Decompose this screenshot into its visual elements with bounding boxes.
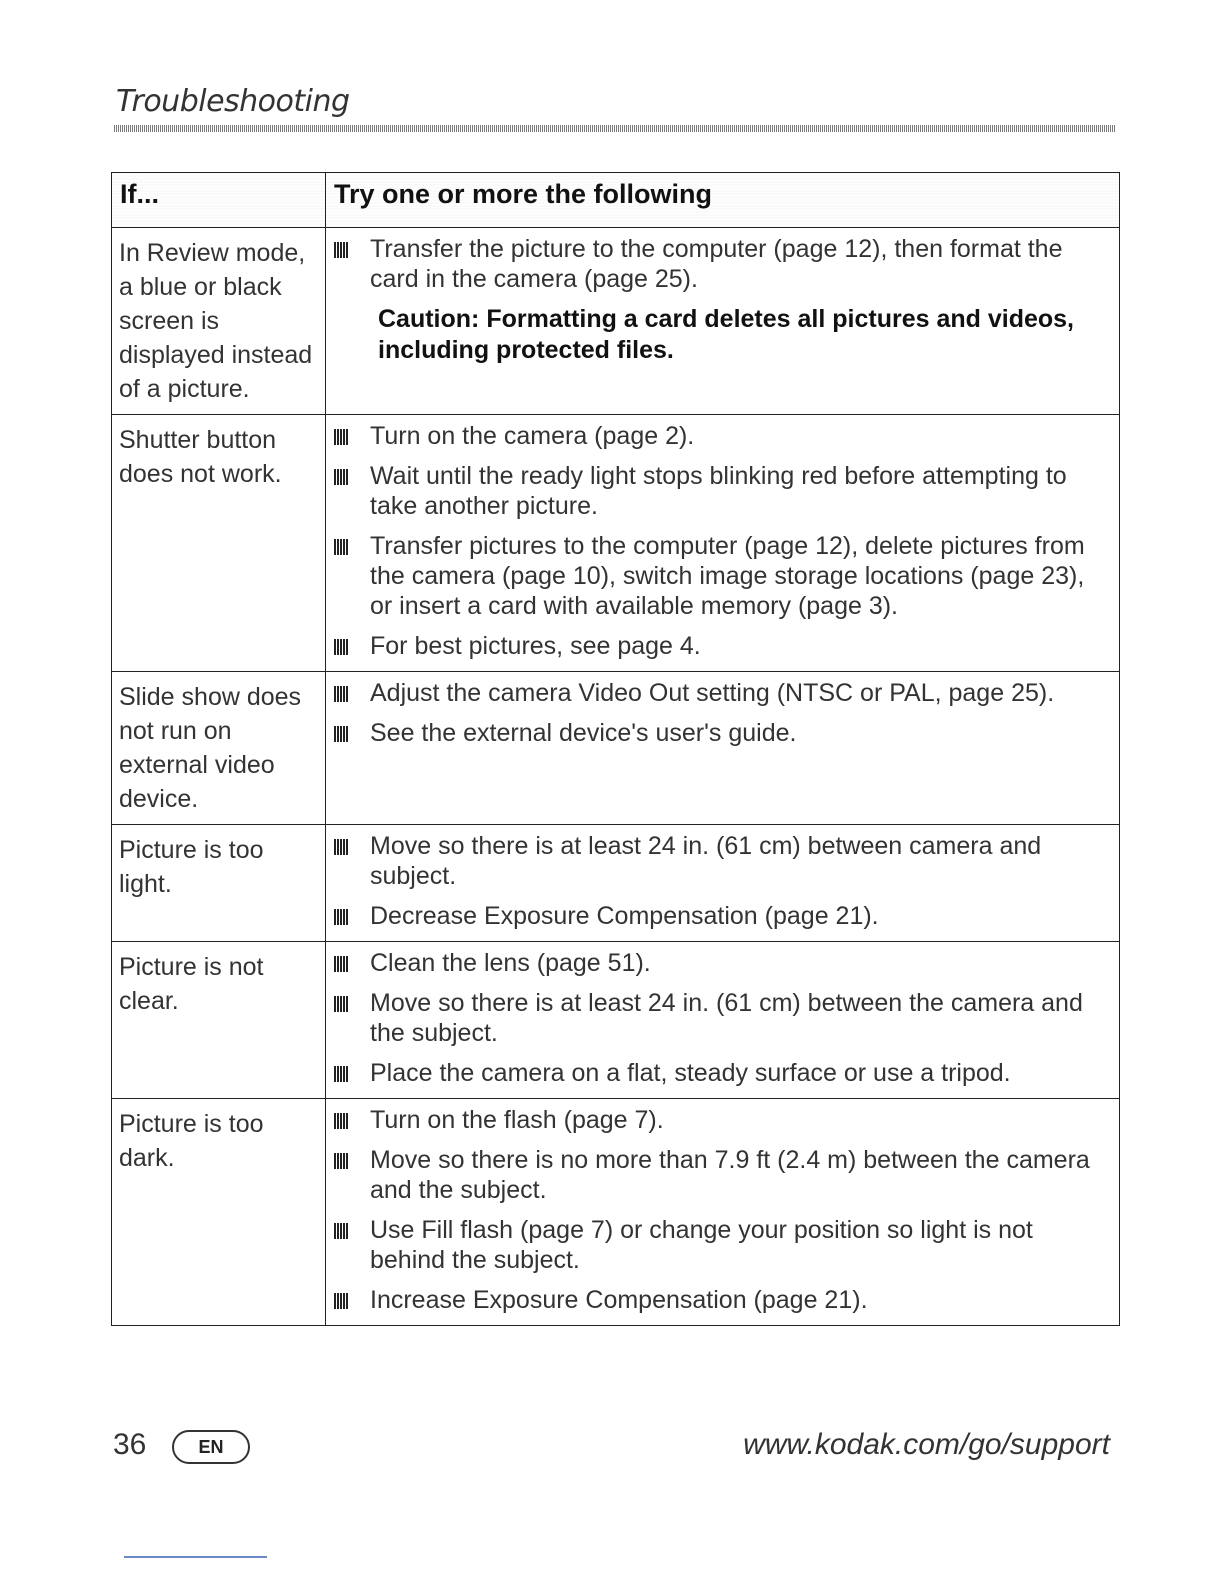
list-item <box>334 461 1109 521</box>
list-item <box>334 631 1109 661</box>
solution-text: Move so there is at least 24 in. (61 cm) between the camera and the subject. <box>370 989 1083 1047</box>
solution-cell <box>326 1099 1120 1326</box>
problem-cell: Picture is not clear. <box>112 942 326 1099</box>
bottom-divider <box>124 1556 267 1558</box>
solution-text: Clean the lens (page 51). <box>370 949 651 977</box>
language-badge: EN <box>172 1430 250 1464</box>
problem-cell: Picture is too dark. <box>112 1099 326 1326</box>
solution-text: Increase Exposure Compensation (page 21). <box>370 1286 868 1314</box>
problem-cell: Slide show does not run on external video device. <box>112 672 326 825</box>
list-item <box>334 948 1109 978</box>
list-item <box>334 678 1109 708</box>
list-item <box>334 1145 1109 1205</box>
table-row <box>112 942 1120 1099</box>
bullet-icon <box>334 909 348 925</box>
solution-text: Place the camera on a flat, steady surface or use a tripod. <box>370 1059 1011 1087</box>
problem-cell: Picture is too light. <box>112 825 326 942</box>
solution-text: Move so there is no more than 7.9 ft (2.4 m) between the camera and the subject. <box>370 1146 1090 1204</box>
list-item <box>334 1058 1109 1088</box>
bullet-icon <box>334 242 348 258</box>
list-item <box>334 901 1109 931</box>
solution-text: Adjust the camera Video Out setting (NTSC or PAL, page 25). <box>370 679 1055 707</box>
table-row <box>112 1099 1120 1326</box>
solution-text: For best pictures, see page 4. <box>370 632 701 660</box>
bullet-icon <box>334 539 348 555</box>
bullet-icon <box>334 686 348 702</box>
table-row <box>112 672 1120 825</box>
solution-text: Move so there is at least 24 in. (61 cm) between camera and subject. <box>370 832 1042 890</box>
list-item <box>334 988 1109 1048</box>
solution-text: Wait until the ready light stops blinking red before attempting to take another picture. <box>370 462 1067 520</box>
solution-text: Transfer the picture to the computer (page 12), then format the card in the camera (page 25). <box>370 235 1063 293</box>
solution-cell <box>326 672 1120 825</box>
solution-text: Transfer pictures to the computer (page 12), delete pictures from the camera (page 10), switch image storage locations (page 23), or insert a card with available memory (page 3). <box>370 532 1085 620</box>
solution-cell <box>326 228 1120 415</box>
solution-text: Turn on the flash (page 7). <box>370 1106 664 1134</box>
table-row <box>112 825 1120 942</box>
table-row <box>112 228 1120 415</box>
list-item <box>334 1285 1109 1315</box>
bullet-icon <box>334 839 348 855</box>
list-item <box>334 1105 1109 1135</box>
list-item <box>334 421 1109 451</box>
bullet-icon <box>334 1223 348 1239</box>
bullet-icon <box>334 726 348 742</box>
section-title: Troubleshooting <box>116 84 350 119</box>
page-number: 36 <box>113 1428 147 1461</box>
table-row <box>112 415 1120 672</box>
bullet-icon <box>334 469 348 485</box>
problem-cell: In Review mode, a blue or black screen is displayed instead of a picture. <box>112 228 326 415</box>
solution-text: Use Fill flash (page 7) or change your position so light is not behind the subject. <box>370 1216 1033 1274</box>
solution-text: See the external device's user's guide. <box>370 719 797 747</box>
bullet-icon <box>334 429 348 445</box>
solution-text: Turn on the camera (page 2). <box>370 422 695 450</box>
column-header-if: If... <box>112 173 326 228</box>
problem-cell: Shutter button does not work. <box>112 415 326 672</box>
solution-cell <box>326 415 1120 672</box>
bullet-icon <box>334 1113 348 1129</box>
list-item <box>334 1215 1109 1275</box>
support-url-link[interactable]: www.kodak.com/go/support <box>743 1428 1110 1461</box>
caution-note: Caution: Formatting a card deletes all pictures and videos, including protected files. <box>378 305 1074 364</box>
column-header-try: Try one or more the following <box>326 173 1120 228</box>
bullet-icon <box>334 1066 348 1082</box>
solution-text: Decrease Exposure Compensation (page 21). <box>370 902 879 930</box>
bullet-icon <box>334 996 348 1012</box>
troubleshooting-table <box>111 172 1120 1326</box>
bullet-icon <box>334 1153 348 1169</box>
section-divider <box>114 125 1116 132</box>
list-item <box>334 831 1109 891</box>
solution-cell <box>326 942 1120 1099</box>
bullet-icon <box>334 639 348 655</box>
solution-cell <box>326 825 1120 942</box>
table-header-row <box>112 173 1120 228</box>
bullet-icon <box>334 956 348 972</box>
bullet-icon <box>334 1293 348 1309</box>
list-item <box>334 531 1109 621</box>
list-item <box>334 234 1109 294</box>
list-item <box>334 718 1109 748</box>
